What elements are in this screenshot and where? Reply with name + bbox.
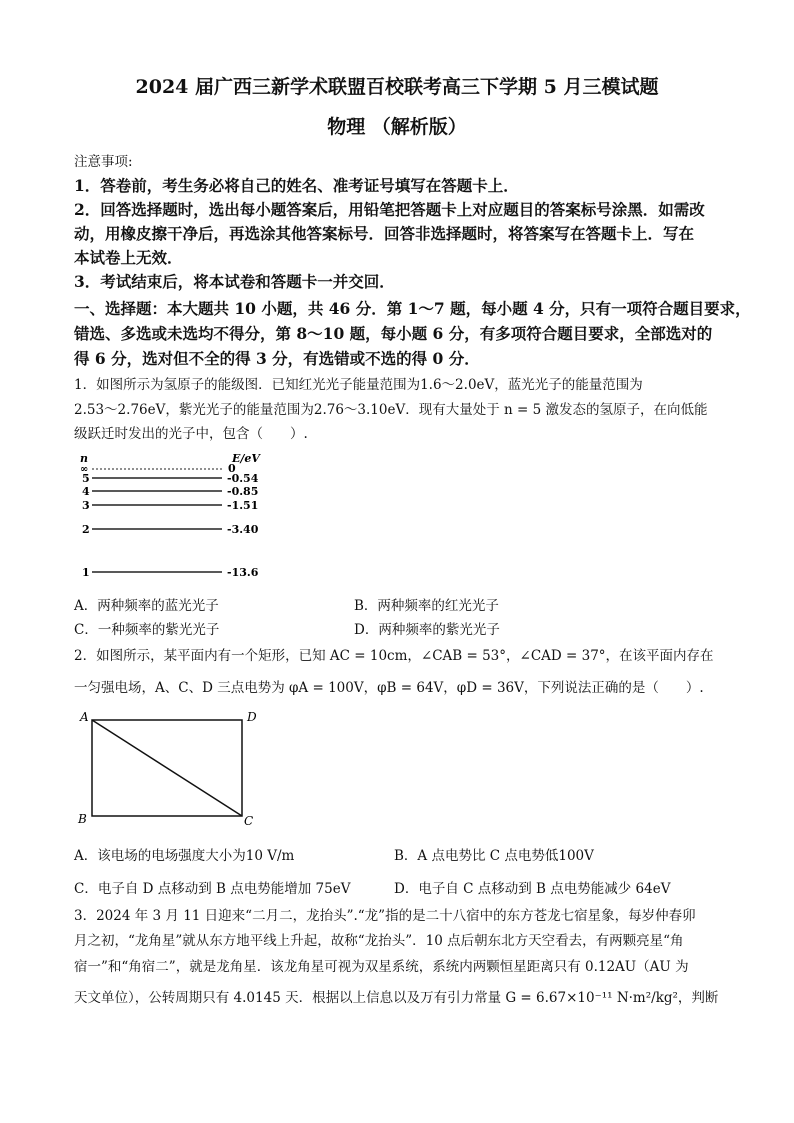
q3-line-1: 3．2024 年 3 月 11 日迎来“二月二，龙抬头”.“龙”指的是二十八宿中的东方苍龙七宿星象，每岁仲春卯 (74, 908, 696, 924)
vertex-c: C (244, 814, 254, 828)
section1-line-1: 一、选择题：本大题共 10 小题，共 46 分．第 1～7 题，每小题 4 分，只有一项符合题目要求， (74, 299, 751, 318)
q2-option-c: C．电子自 D 点移动到 B 点电势能增加 75eV (74, 881, 351, 897)
level-n-5: 5 (82, 472, 90, 485)
q2-line-1: 2．如图所示，某平面内有一个矩形，已知 AC = 10cm，∠CAB = 53°，∠CAD = 37°，在该平面内存在 (74, 648, 714, 664)
notice-item-2-cont2: 本试卷上无效． (74, 248, 183, 267)
notice-heading: 注意事项: (74, 154, 133, 170)
notice-item-3: 3．考试结束后，将本试卷和答题卡一并交回． (74, 272, 395, 291)
q1-option-d: D．两种频率的紫光光子 (354, 622, 500, 638)
q3-line-3: 宿一”和“角宿二”，就是龙角星．该龙角星可视为双星系统，系统内两颗恒星距离只有 0.12AU（AU 为 (74, 959, 689, 975)
level-e-3: -1.51 (227, 499, 259, 512)
energy-axis-label: E/eV (232, 452, 260, 465)
paper-subtitle: 物理 （解析版） (327, 116, 467, 138)
q1-option-c: C．一种频率的紫光光子 (74, 622, 220, 638)
level-n-4: 4 (82, 485, 90, 498)
level-e-4: -0.85 (227, 485, 259, 498)
level-n-1: 1 (82, 566, 90, 579)
q1-line-3: 级跃迁时发出的光子中，包含（ ）. (74, 426, 308, 442)
n-axis-label: n (80, 452, 88, 465)
q1-line-1: 1．如图所示为氢原子的能级图．已知红光光子能量范围为1.6～2.0eV，蓝光光子的能量范围为 (74, 377, 643, 393)
level-e-inf: 0 (228, 462, 236, 475)
diagonal-ac (92, 720, 242, 816)
notice-item-1: 1．答卷前，考生务必将自己的姓名、准考证号填写在答题卡上． (74, 176, 519, 195)
q2-option-b: B．A 点电势比 C 点电势低100V (394, 848, 594, 864)
level-n-inf: ∞ (80, 464, 89, 475)
q2-option-a: A．该电场的电场强度大小为10 V/m (74, 848, 295, 864)
notice-item-2-cont: 动，用橡皮擦干净后，再选涂其他答案标号．回答非选择题时，将答案写在答题卡上．写在 (74, 224, 695, 243)
vertex-a: A (80, 710, 89, 724)
q2-option-d: D．电子自 C 点移动到 B 点电势能减少 64eV (394, 881, 671, 897)
energy-level-diagram (72, 448, 292, 588)
level-e-5: -0.54 (227, 472, 259, 485)
level-n-3: 3 (82, 499, 90, 512)
section1-line-3: 得 6 分，选对但不全的得 3 分，有选错或不选的得 0 分． (74, 349, 480, 368)
level-e-1: -13.6 (227, 566, 259, 579)
q2-line-2: 一匀强电场，A、C、D 三点电势为 φA = 100V，φB = 64V，φD = 36V，下列说法正确的是（ ）. (74, 680, 704, 696)
q3-line-2: 月之初，“龙角星”就从东方地平线上升起，故称“龙抬头”．10 点后朝东北方天空看去，有两颗亮星“角 (74, 933, 684, 949)
vertex-d: D (247, 710, 257, 724)
paper-title: 2024 届广西三新学术联盟百校联考高三下学期 5 月三模试题 (135, 76, 659, 98)
rectangle-diagram (72, 706, 272, 830)
q3-line-4: 天文单位），公转周期只有 4.0145 天．根据以上信息以及万有引力常量 G = 6.67×10⁻¹¹ N·m²/kg²，判断 (74, 990, 719, 1006)
q1-option-b: B．两种频率的红光光子 (354, 598, 499, 614)
level-n-2: 2 (82, 523, 90, 536)
level-e-2: -3.40 (227, 523, 259, 536)
notice-item-2: 2．回答选择题时，选出每小题答案后，用铅笔把答题卡上对应题目的答案标号涂黑．如需改 (74, 200, 705, 219)
q1-option-a: A．两种频率的蓝光光子 (74, 598, 219, 614)
vertex-b: B (78, 812, 87, 826)
q1-line-2: 2.53～2.76eV，紫光光子的能量范围为2.76～3.10eV．现有大量处于 n = 5 激发态的氢原子，在向低能 (74, 402, 708, 418)
section1-line-2: 错选、多选或未选均不得分，第 8～10 题，每小题 6 分，有多项符合题目要求，全部选对的 (74, 324, 713, 343)
